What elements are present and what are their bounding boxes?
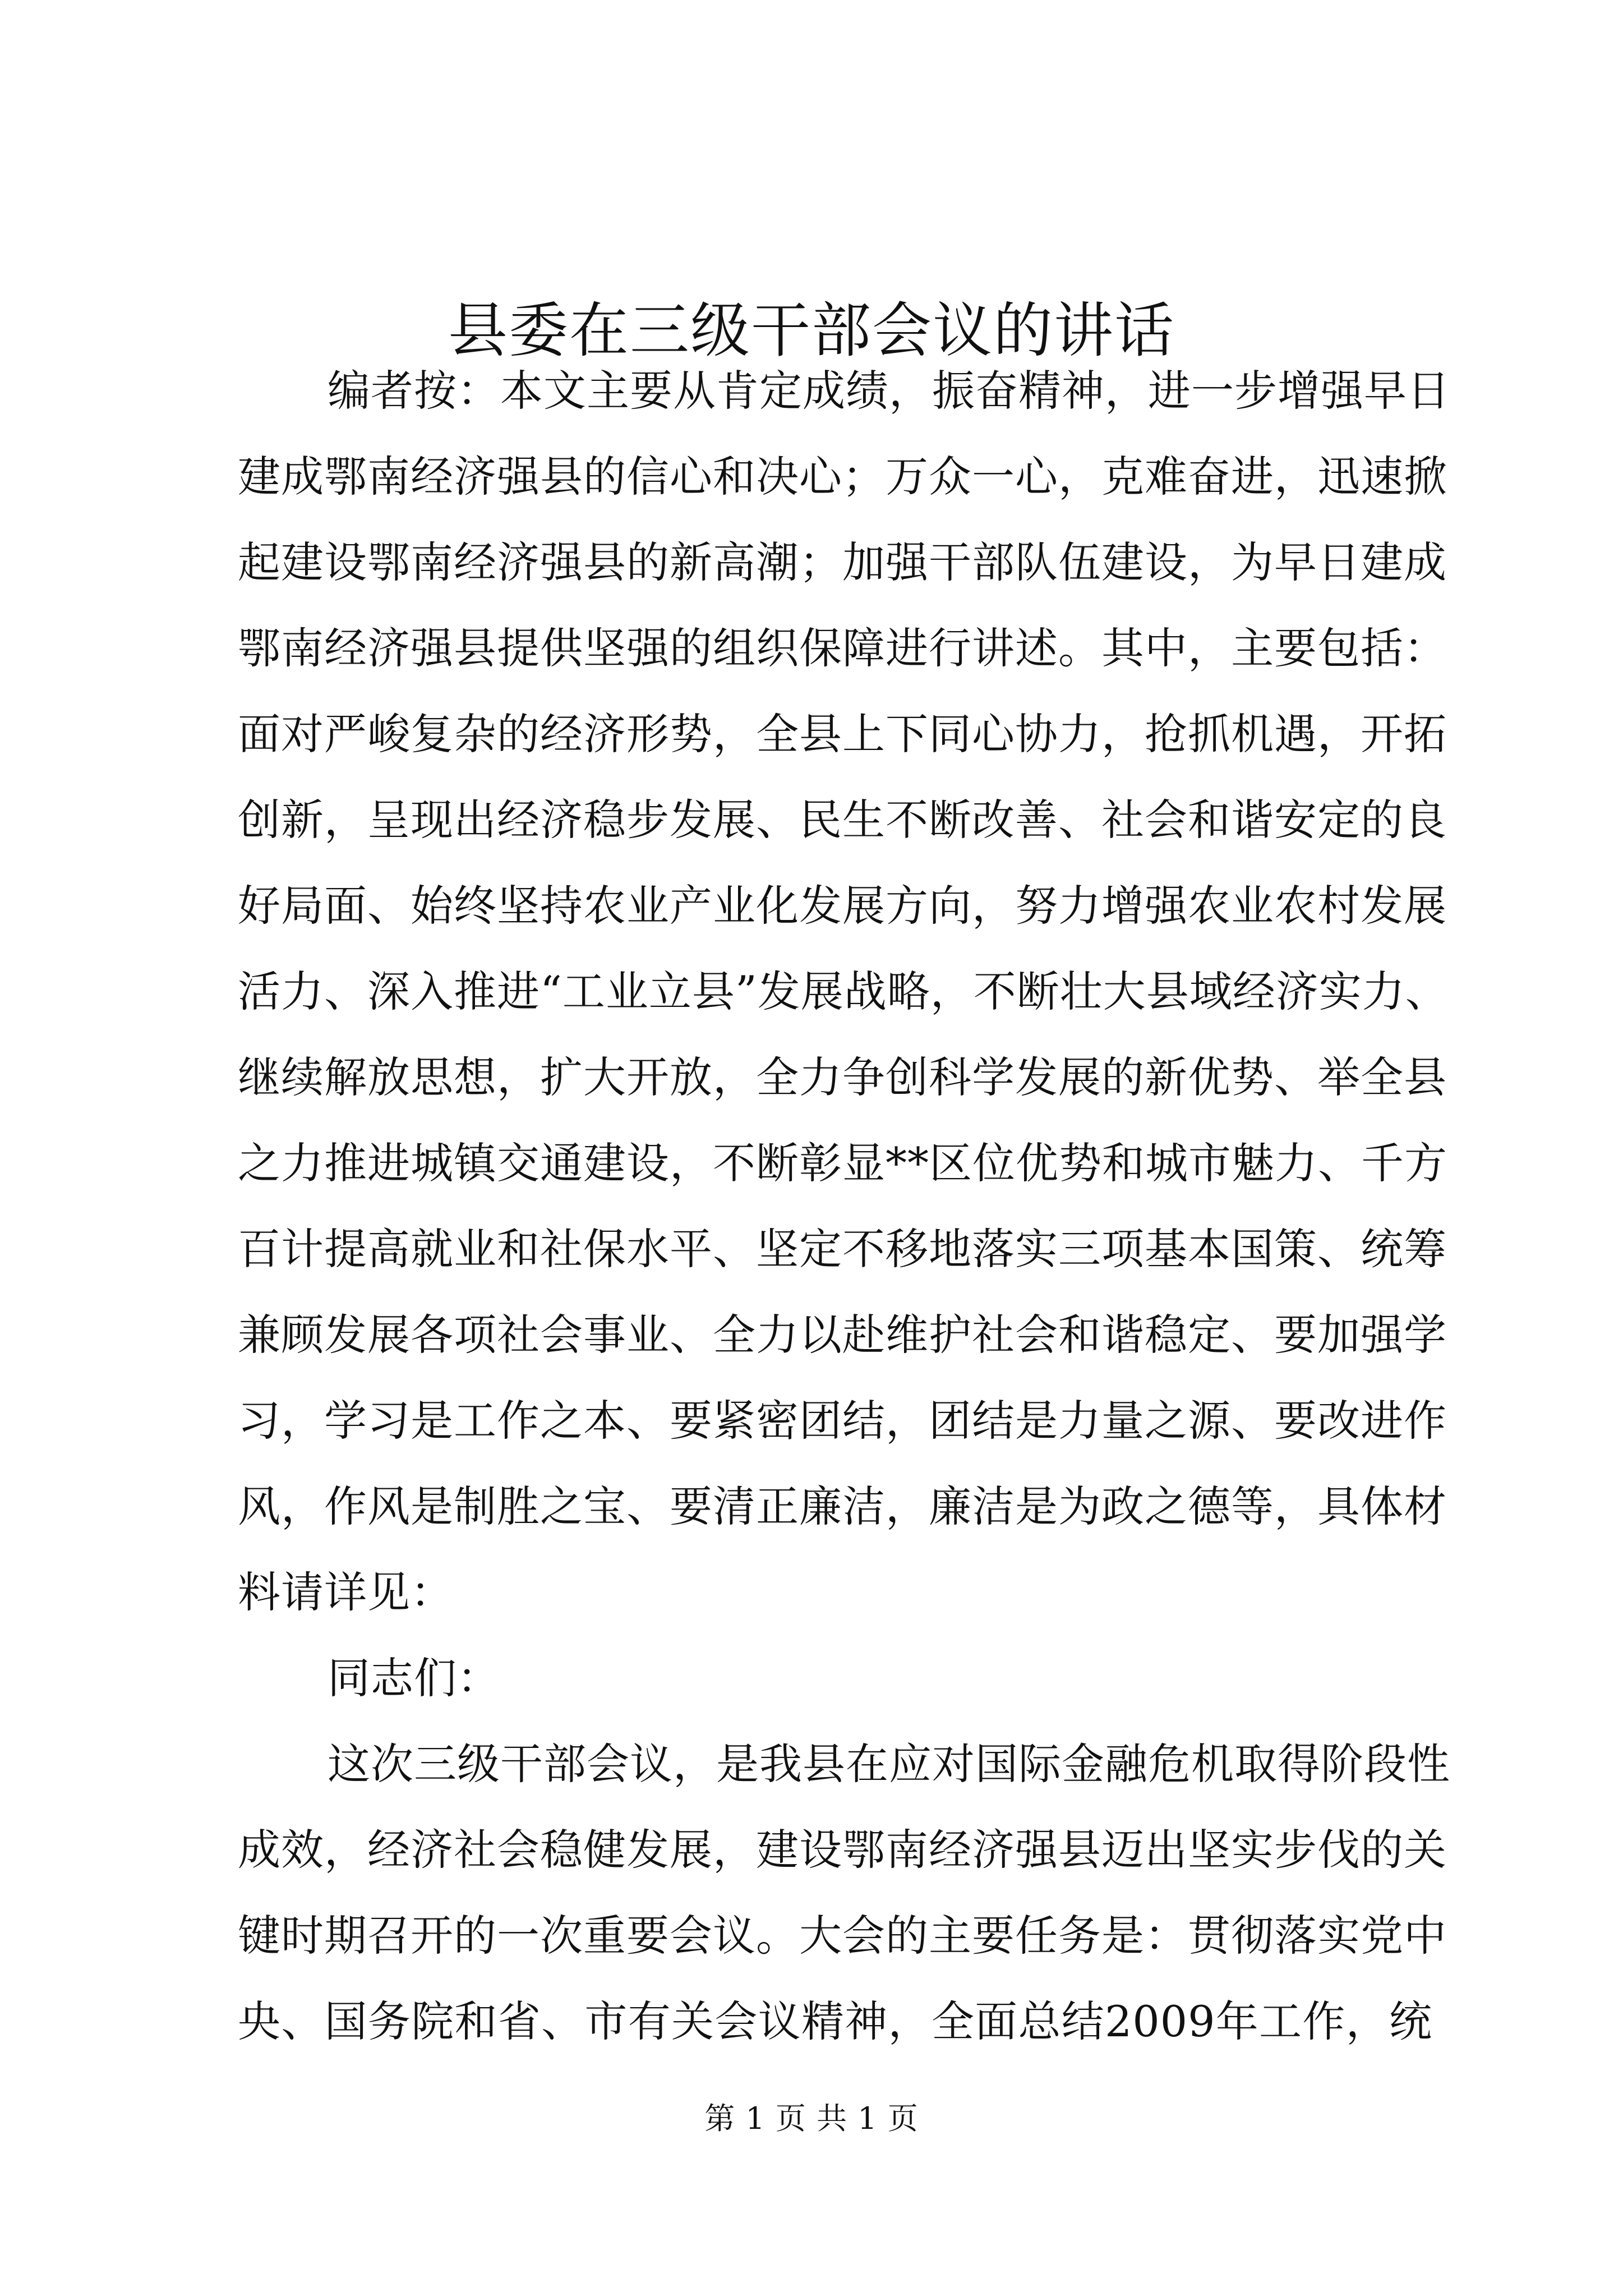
paragraph-line: 风，作风是制胜之宝、要清正廉洁，廉洁是为政之德等，具体材 [238, 1481, 1447, 1531]
paragraph-line: 兼顾发展各项社会事业、全力以赴维护社会和谐稳定、要加强学 [238, 1310, 1447, 1360]
paragraph-line: 创新，呈现出经济稳步发展、民生不断改善、社会和谐安定的良 [238, 795, 1447, 845]
paragraph-line: 料请详见： [238, 1567, 454, 1617]
paragraph-line: 鄂南经济强县提供坚强的组织保障进行讲述。其中，主要包括： [238, 623, 1447, 673]
paragraph-line: 成效，经济社会稳健发展，建设鄂南经济强县迈出坚实步伐的关 [238, 1825, 1447, 1875]
paragraph-line: 央、国务院和省、市有关会议精神，全面总结2009年工作，统 [238, 1996, 1432, 2046]
paragraph-line: 好局面、始终坚持农业产业化发展方向，努力增强农业农村发展 [238, 881, 1447, 931]
paragraph-line: 百计提高就业和社保水平、坚定不移地落实三项基本国策、统筹 [238, 1224, 1447, 1274]
paragraph-line: 编者按：本文主要从肯定成绩，振奋精神，进一步增强早日 [328, 366, 1450, 416]
paragraph-line: 这次三级干部会议，是我县在应对国际金融危机取得阶段性 [328, 1739, 1450, 1789]
salutation-line: 同志们： [328, 1653, 500, 1703]
paragraph-line: 建成鄂南经济强县的信心和决心；万众一心，克难奋进，迅速掀 [238, 452, 1447, 501]
document-title: 县委在三级干部会议的讲话 [448, 296, 1175, 365]
paragraph-line: 继续解放思想，扩大开放，全力争创科学发展的新优势、举全县 [238, 1052, 1447, 1102]
document-body [238, 348, 1450, 2064]
paragraph-line: 之力推进城镇交通建设，不断彰显**区位优势和城市魅力、千方 [238, 1138, 1447, 1188]
paragraph-line: 活力、深入推进“工业立县”发展战略，不断壮大县域经济实力、 [238, 967, 1449, 1016]
paragraph-line: 键时期召开的一次重要会议。大会的主要任务是：贯彻落实党中 [238, 1911, 1447, 1961]
paragraph-line: 起建设鄂南经济强县的新高潮；加强干部队伍建设，为早日建成 [238, 537, 1447, 587]
page-footer: 第 1 页 共 1 页 [704, 2101, 919, 2136]
paragraph-line: 面对严峻复杂的经济形势，全县上下同心协力，抢抓机遇，开拓 [238, 709, 1447, 759]
paragraph-line: 习，学习是工作之本、要紧密团结，团结是力量之源、要改进作 [238, 1396, 1447, 1446]
